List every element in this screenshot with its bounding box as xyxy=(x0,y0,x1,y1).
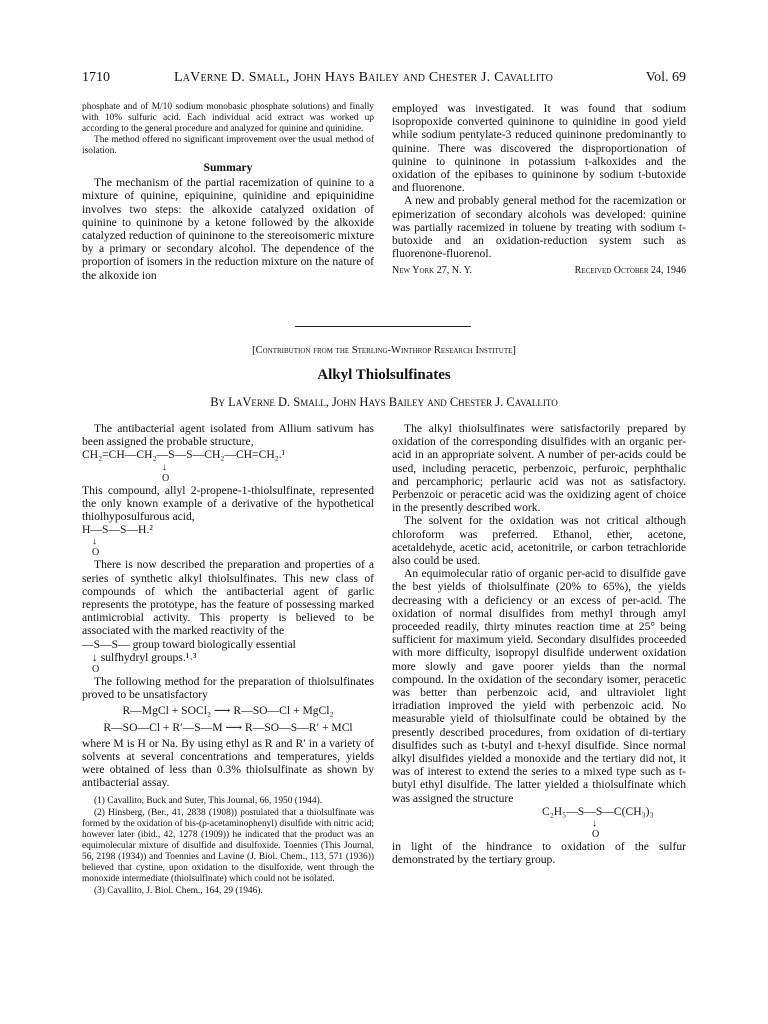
received-line xyxy=(392,264,686,277)
thiol-acid-formula: H—S—S—H.² xyxy=(82,523,153,537)
running-header xyxy=(82,70,686,90)
summary-paragraph: The mechanism of the partial racemization of quinine to a mixture of quinine, epiquinine, quinidine and epiquinidine involves two steps: the alkoxide catalyzed oxidation of quinine to quininone by a ketone followed by the alkoxide catalyzed reduction of quininone to the stereoisomeric mixture by a primary or secondary alcohol. The dependence of the proportion of isomers in the reduction mixture on the nature of the alkoxide ion xyxy=(82,176,374,282)
paragraph-series: There is now described the preparation and properties of a series of synthetic alkyl thiolsulfinates. This new class of compounds of which the antibacterial agent of garlic represents the prototype, has the feature of possessing marked antimicrobial activity. This property is believed to be associated with the marked reactivity of the xyxy=(82,558,374,638)
contribution-line: [Contribution from the Sterling-Winthrop Research Institute] xyxy=(252,345,516,356)
paragraph-preparation: The alkyl thiolsulfinates were satisfactorily prepared by oxidation of the corresponding disulfides with an organic per-acid in an appropriate solvent. A number of per-acids could be used, including peracetic, perbenzoic, perfuroic, perphthalic and percamphoric; perlauric acid was not as satisfactory. Perbenzoic or peracetic acid was the oxidizing agent of choice in the presently described work. xyxy=(392,422,686,515)
formula-oxygen: O xyxy=(592,829,600,841)
volume-label: Vol. 69 xyxy=(645,70,686,85)
prev-article-right-column xyxy=(392,102,686,278)
formula-oxygen: O xyxy=(162,472,170,484)
formula-arrow: ↓ xyxy=(162,461,167,473)
group-formula-arrow: ↓ sulfhydryl groups.¹˒³ xyxy=(92,650,197,664)
article-byline: By LaVerne D. Small, John Hays Bailey and Chester J. Cavallito xyxy=(210,395,558,409)
experimental-tail: phosphate and of M/10 sodium monobasic phosphate solutions) and finally with 10% sulfuric acid. Each individual acid extract was worked up according to the general procedure and analyzed for quinine and quinidine. xyxy=(82,102,374,134)
formula-oxygen: O xyxy=(92,547,100,559)
section-divider xyxy=(295,326,471,327)
summary-heading: Summary xyxy=(203,161,253,174)
location: New York 27, N. Y. xyxy=(392,265,473,277)
page-number: 1710 xyxy=(82,70,110,85)
article-left-column xyxy=(82,422,374,898)
footnote: (1) Cavallito, Buck and Suter, This Journal, 66, 1950 (1944). xyxy=(94,795,323,806)
formula-oxygen: O xyxy=(92,664,100,676)
article-title: Alkyl Thiolsulfinates xyxy=(317,367,451,383)
formula-arrow: ↓ xyxy=(592,818,597,830)
header-authors: LaVerne D. Small, John Hays Bailey and Chester J. Cavallito xyxy=(174,70,554,85)
formula-arrow: ↓ xyxy=(92,536,97,548)
summary-continued: employed was investigated. It was found that sodium isopropoxide converted quininone to quinidine in good yield while sodium pentylate-3 reduced quininone predominantly to quinine. There was discovered the disproportionation of quinine to quininone in potassium t-alkoxides and the oxidation of the epibases to quininone by sodium t-butoxide and fluorenone. xyxy=(392,102,686,195)
paragraph-hindrance: in light of the hindrance to oxidation of the sulfur demonstrated by the tertiary group. xyxy=(392,840,686,867)
received-date: Received October 24, 1946 xyxy=(574,265,686,277)
article-right-column xyxy=(392,422,686,867)
summary-method-paragraph: A new and probably general method for the racemization or epimerization of secondary alcohols was developed: quinine was partially racemized in toluene by treating with sodium t-butoxide and an oxidation-reduction system such as fluorenone-fluorenol. xyxy=(392,194,686,261)
allicin-formula: CH₂=CH—CH₂—S—S—CH₂—CH=CH₂.¹ xyxy=(82,448,286,462)
footnote: (3) Cavallito, J. Biol. Chem., 164, 29 (1946). xyxy=(94,885,263,896)
paragraph-compound: This compound, allyl 2-propene-1-thiolsulfinate, represented the only known example of a derivative of the hypothetical thiolhyposulfurous acid, xyxy=(82,483,374,524)
paragraph-yields: where M is H or Na. By using ethyl as R and R′ in a variety of solvents at several concentrations and temperatures, yields were obtained of less than 0.3% thiolsulfinate as shown by antibacterial assay. xyxy=(82,736,374,790)
group-formula-line: —S—S— group toward biologically essential xyxy=(82,637,296,651)
method-note: The method offered no significant improvement over the usual method of isolation. xyxy=(82,135,374,156)
footnote: (2) Hinsberg, (Ber., 41, 2838 (1908)) postulated that a thiolsulfinate was formed by the oxidation of bis-(p-acetaminophenyl) disulfide with nitric acid; however later (ibid., 42, 1278 (1909)) he indicated that the product was an equimolecular mixture of disulfide and disulfoxide. Toennies (This Journal, 56, 2198 (1934)) and Toennies and Lavine (J. Biol. Chem., 113, 571 (1936)) believed that cystine, upon oxidation to the disulfoxide, went through the monoxide intermediate (thiolsulfinate) which could not be isolated. xyxy=(82,807,374,884)
paragraph-solvent: The solvent for the oxidation was not critical although chloroform was preferred. Ethanol, ether, acetone, acetaldehyde, acetic acid, acetonitrile, or carbon tetrachloride also could be used. xyxy=(392,514,686,568)
mixed-disulfide-formula: C₂H₅—S—S—C(CH₃)₃ xyxy=(542,804,654,818)
prev-article-left-column xyxy=(82,102,374,282)
footnotes xyxy=(82,796,374,897)
paragraph-ratio: An equimolecular ratio of organic per-acid to disulfide gave the best yields of thiolsulfinate (20% to 65%), the yields decreasing with a deficiency or an excess of per-acid. The oxidation of normal disulfides from methyl through amyl proceeded readily, thirty minutes reaction time at 25° being sufficient for maximum yield. Secondary disulfides proceeded with more difficulty, isopropyl disulfide underwent oxidation more slowly and gave poorer yields than the normal compound. In the oxidation of the secondary isomer, peracetic was better than perbenzoic acid, and ultraviolet light irradiation improved the yield with perbenzoic acid. No measurable yield of thiolsulfinate could be obtained by the presently described procedures, from oxidation of di-tertiary disulfides such as t-butyl and t-hexyl disulfide. Since normal alkyl disulfides yielded a monoxide and the tertiary did not, it was of interest to extend the series to a mixed type such as t-butyl ethyl disulfide. The latter yielded a thiolsulfinate which was assigned the structure xyxy=(392,567,686,805)
paragraph-allium: The antibacterial agent isolated from Allium sativum has been assigned the probable structure, xyxy=(82,422,374,449)
equation-1: R—MgCl + SOCl₂ ⟶ R—SO—Cl + MgCl₂ xyxy=(122,704,334,718)
equation-2: R—SO—Cl + R′—S—M ⟶ R—SO—S—R′ + MCl xyxy=(103,720,353,734)
paragraph-method: The following method for the preparation of thiolsulfinates proved to be unsatisfactory xyxy=(82,675,374,702)
